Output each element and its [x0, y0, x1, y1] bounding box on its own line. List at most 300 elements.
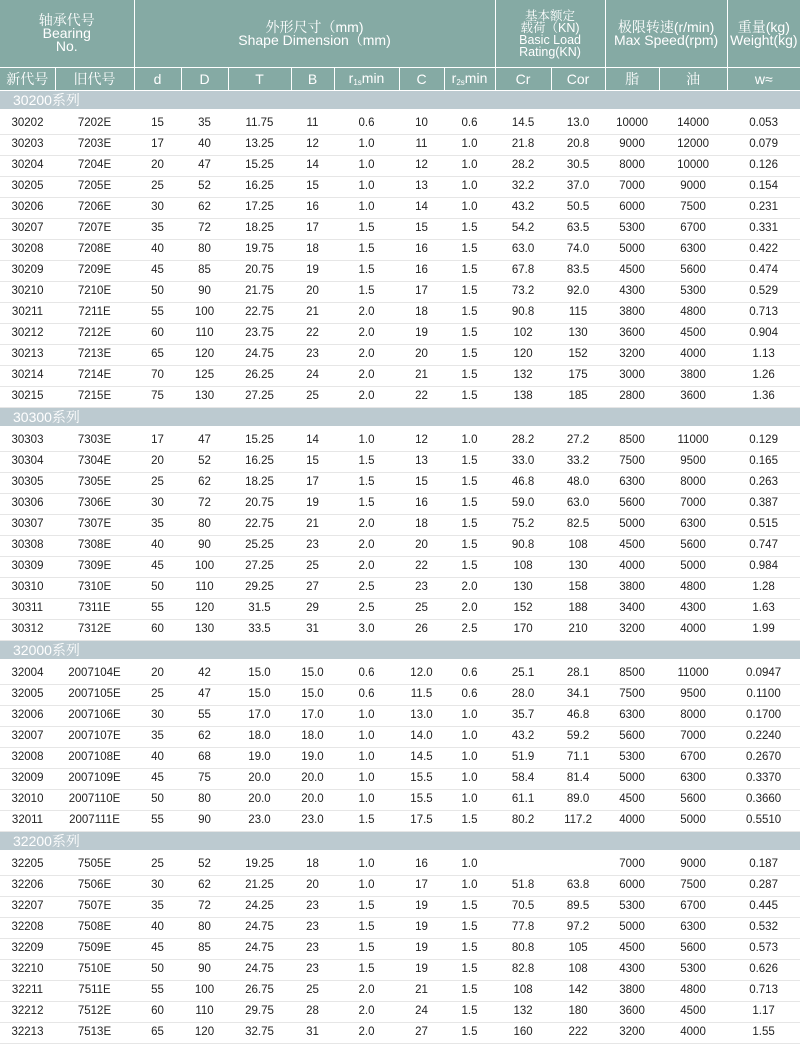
- table-cell: 2.0: [334, 981, 399, 1002]
- header-row-columns: [0, 68, 800, 91]
- table-cell: 26.75: [228, 981, 291, 1002]
- table-cell: 15: [291, 452, 334, 473]
- table-cell: 30303: [0, 431, 55, 452]
- table-cell: 1.0: [444, 769, 495, 790]
- table-cell: 7312E: [55, 620, 134, 641]
- table-row: [0, 156, 800, 177]
- table-cell: 1.5: [334, 960, 399, 981]
- table-cell: 1.63: [727, 599, 800, 620]
- table-cell: 0.231: [727, 198, 800, 219]
- table-cell: 97.2: [551, 918, 605, 939]
- table-cell: 4500: [605, 536, 659, 557]
- table-row: [0, 769, 800, 790]
- col-T: T: [228, 68, 291, 91]
- table-cell: 18.0: [291, 727, 334, 748]
- series-title: 30200系列: [0, 91, 800, 110]
- table-cell: 85: [181, 939, 228, 960]
- table-cell: 27.25: [228, 557, 291, 578]
- col-new-code: 新代号: [0, 68, 55, 91]
- table-cell: 26: [399, 620, 444, 641]
- table-cell: 22: [399, 387, 444, 408]
- table-cell: 13: [399, 177, 444, 198]
- table-cell: 25: [291, 557, 334, 578]
- table-cell: 7000: [605, 855, 659, 876]
- series-title: 32000系列: [0, 641, 800, 660]
- table-row: [0, 685, 800, 706]
- table-cell: 21.8: [495, 135, 551, 156]
- table-cell: 5000: [605, 240, 659, 261]
- table-cell: 1.5: [334, 452, 399, 473]
- table-cell: 2007107E: [55, 727, 134, 748]
- table-cell: 210: [551, 620, 605, 641]
- table-cell: 6300: [659, 769, 727, 790]
- col-r2s-min: [444, 68, 495, 91]
- table-cell: 0.573: [727, 939, 800, 960]
- table-cell: 4800: [659, 303, 727, 324]
- table-cell: 14.0: [399, 727, 444, 748]
- table-cell: 14: [399, 198, 444, 219]
- table-cell: 19.0: [228, 748, 291, 769]
- table-cell: 2.0: [334, 387, 399, 408]
- table-cell: 25: [399, 599, 444, 620]
- table-cell: 0.445: [727, 897, 800, 918]
- table-cell: 4800: [659, 981, 727, 1002]
- table-cell: 11: [291, 114, 334, 135]
- table-cell: 1.5: [334, 939, 399, 960]
- table-cell: 73.2: [495, 282, 551, 303]
- table-cell: 15.5: [399, 790, 444, 811]
- table-cell: 18.25: [228, 473, 291, 494]
- table-cell: 1.5: [444, 282, 495, 303]
- table-cell: 1.0: [444, 198, 495, 219]
- table-cell: 0.079: [727, 135, 800, 156]
- table-cell: 6700: [659, 748, 727, 769]
- table-cell: 85: [181, 261, 228, 282]
- table-cell: 15.25: [228, 431, 291, 452]
- table-cell: 2.0: [334, 515, 399, 536]
- table-cell: 60: [134, 620, 181, 641]
- table-cell: 2.0: [334, 366, 399, 387]
- table-cell: 50.5: [551, 198, 605, 219]
- table-cell: 0.126: [727, 156, 800, 177]
- table-cell: 0.515: [727, 515, 800, 536]
- table-cell: 5300: [605, 897, 659, 918]
- col-old-code: 旧代号: [55, 68, 134, 91]
- table-cell: 0.6: [444, 664, 495, 685]
- table-cell: 0.5510: [727, 811, 800, 832]
- series-group-row: [0, 91, 800, 110]
- table-cell: 62: [181, 198, 228, 219]
- table-row: [0, 855, 800, 876]
- table-cell: 63.8: [551, 876, 605, 897]
- table-cell: 2.0: [334, 345, 399, 366]
- table-body: [0, 91, 800, 1044]
- table-cell: 1.5: [334, 282, 399, 303]
- table-cell: 16: [399, 261, 444, 282]
- table-cell: 72: [181, 897, 228, 918]
- table-cell: 7303E: [55, 431, 134, 452]
- table-cell: 2.0: [334, 1023, 399, 1044]
- table-cell: 1.99: [727, 620, 800, 641]
- weight-en: Weight(kg): [730, 31, 798, 48]
- table-row: [0, 494, 800, 515]
- table-cell: 1.26: [727, 366, 800, 387]
- table-row: [0, 431, 800, 452]
- table-cell: 7509E: [55, 939, 134, 960]
- table-cell: 3000: [605, 366, 659, 387]
- table-row: [0, 960, 800, 981]
- table-cell: 4800: [659, 578, 727, 599]
- header-row-top: [0, 0, 800, 68]
- table-cell: 1.5: [444, 494, 495, 515]
- table-cell: 30: [134, 198, 181, 219]
- table-cell: 19: [399, 960, 444, 981]
- table-cell: 67.8: [495, 261, 551, 282]
- table-cell: 55: [134, 811, 181, 832]
- table-cell: 18: [291, 855, 334, 876]
- table-cell: 12: [399, 431, 444, 452]
- table-cell: 1.0: [334, 748, 399, 769]
- table-cell: 1.5: [334, 811, 399, 832]
- table-cell: 30213: [0, 345, 55, 366]
- table-cell: 11: [399, 135, 444, 156]
- load-en-1: Basic Load: [519, 32, 581, 47]
- table-cell: 1.0: [444, 706, 495, 727]
- table-cell: 89.5: [551, 897, 605, 918]
- table-cell: 32205: [0, 855, 55, 876]
- table-cell: 1.0: [334, 177, 399, 198]
- table-cell: 1.0: [444, 855, 495, 876]
- table-cell: 63.5: [551, 219, 605, 240]
- col-grease: 脂: [605, 68, 659, 91]
- table-cell: 30209: [0, 261, 55, 282]
- table-cell: 7210E: [55, 282, 134, 303]
- table-cell: 6300: [605, 473, 659, 494]
- table-cell: 12: [399, 156, 444, 177]
- table-cell: 14: [291, 156, 334, 177]
- table-cell: 40: [134, 536, 181, 557]
- load-cn-2: 载荷（KN): [520, 20, 580, 35]
- table-cell: 1.5: [444, 240, 495, 261]
- table-cell: 30210: [0, 282, 55, 303]
- table-cell: 1.0: [334, 156, 399, 177]
- table-cell: 1.5: [444, 897, 495, 918]
- table-row: [0, 599, 800, 620]
- table-cell: 4300: [605, 282, 659, 303]
- table-cell: 7204E: [55, 156, 134, 177]
- table-cell: 27: [291, 578, 334, 599]
- table-cell: 32009: [0, 769, 55, 790]
- speed-en: Max Speed(rpm): [613, 31, 719, 48]
- table-cell: 11000: [659, 431, 727, 452]
- table-cell: 5000: [659, 557, 727, 578]
- table-cell: 8000: [659, 473, 727, 494]
- table-cell: 40: [134, 918, 181, 939]
- table-cell: 4300: [659, 599, 727, 620]
- table-cell: 20: [134, 156, 181, 177]
- table-cell: 130: [551, 324, 605, 345]
- r1s-suffix: min: [361, 70, 385, 86]
- table-cell: 7510E: [55, 960, 134, 981]
- table-cell: 7512E: [55, 1002, 134, 1023]
- table-cell: 0.331: [727, 219, 800, 240]
- table-cell: 7306E: [55, 494, 134, 515]
- table-cell: 21.25: [228, 876, 291, 897]
- table-cell: 9000: [659, 177, 727, 198]
- table-cell: 20.8: [551, 135, 605, 156]
- table-cell: 15: [399, 219, 444, 240]
- table-cell: 1.5: [444, 261, 495, 282]
- table-cell: 2.0: [334, 303, 399, 324]
- weight-cn: 重量(kg): [737, 18, 790, 35]
- table-cell: 30311: [0, 599, 55, 620]
- table-cell: 120: [181, 345, 228, 366]
- table-cell: 17: [134, 135, 181, 156]
- table-cell: 45: [134, 557, 181, 578]
- table-cell: 25: [291, 981, 334, 1002]
- table-cell: 7305E: [55, 473, 134, 494]
- table-cell: 3200: [605, 345, 659, 366]
- table-cell: 28: [291, 1002, 334, 1023]
- col-oil: 油: [659, 68, 727, 91]
- table-cell: 55: [134, 303, 181, 324]
- table-cell: 1.0: [334, 769, 399, 790]
- table-cell: 4000: [659, 345, 727, 366]
- series-title: 32200系列: [0, 832, 800, 851]
- table-cell: 120: [495, 345, 551, 366]
- table-cell: 4000: [605, 811, 659, 832]
- table-cell: 46.8: [495, 473, 551, 494]
- table-cell: 45: [134, 769, 181, 790]
- table-cell: 50: [134, 790, 181, 811]
- table-cell: 19.75: [228, 240, 291, 261]
- table-cell: 1.5: [444, 366, 495, 387]
- table-cell: 30207: [0, 219, 55, 240]
- table-cell: 1.0: [444, 177, 495, 198]
- table-cell: 1.5: [334, 473, 399, 494]
- table-cell: 108: [551, 536, 605, 557]
- table-cell: 0.3370: [727, 769, 800, 790]
- table-cell: 82.5: [551, 515, 605, 536]
- table-cell: 12: [291, 135, 334, 156]
- table-cell: 0.3660: [727, 790, 800, 811]
- table-cell: 7213E: [55, 345, 134, 366]
- table-cell: 22.75: [228, 515, 291, 536]
- table-cell: 0.1700: [727, 706, 800, 727]
- table-cell: 35: [134, 897, 181, 918]
- table-cell: 15: [399, 473, 444, 494]
- table-cell: 83.5: [551, 261, 605, 282]
- table-cell: 5300: [605, 748, 659, 769]
- table-row: [0, 1002, 800, 1023]
- table-cell: 7304E: [55, 452, 134, 473]
- table-cell: 130: [181, 387, 228, 408]
- table-cell: 7500: [605, 452, 659, 473]
- table-cell: 32006: [0, 706, 55, 727]
- table-cell: 130: [495, 578, 551, 599]
- table-cell: 50: [134, 960, 181, 981]
- table-cell: 90: [181, 960, 228, 981]
- table-cell: 16.25: [228, 177, 291, 198]
- table-cell: 23.75: [228, 324, 291, 345]
- table-row: [0, 303, 800, 324]
- table-cell: 30214: [0, 366, 55, 387]
- col-D: D: [181, 68, 228, 91]
- table-cell: 1.5: [444, 1023, 495, 1044]
- table-cell: 5600: [659, 790, 727, 811]
- table-cell: 5000: [659, 811, 727, 832]
- table-cell: 32206: [0, 876, 55, 897]
- table-cell: 4000: [659, 620, 727, 641]
- table-row: [0, 536, 800, 557]
- table-cell: 30312: [0, 620, 55, 641]
- table-cell: 55: [134, 981, 181, 1002]
- table-cell: 108: [551, 960, 605, 981]
- table-cell: 80.2: [495, 811, 551, 832]
- table-cell: 7310E: [55, 578, 134, 599]
- table-cell: 20: [291, 876, 334, 897]
- table-cell: 23.0: [291, 811, 334, 832]
- table-cell: 6700: [659, 219, 727, 240]
- table-cell: 30206: [0, 198, 55, 219]
- table-cell: 0.422: [727, 240, 800, 261]
- table-cell: 105: [551, 939, 605, 960]
- table-cell: 90: [181, 282, 228, 303]
- table-cell: 80: [181, 515, 228, 536]
- table-cell: 0.165: [727, 452, 800, 473]
- table-cell: 30215: [0, 387, 55, 408]
- table-cell: 20: [134, 664, 181, 685]
- table-row: [0, 177, 800, 198]
- table-cell: 1.5: [444, 452, 495, 473]
- table-cell: 7500: [605, 685, 659, 706]
- table-cell: [551, 855, 605, 876]
- table-row: [0, 387, 800, 408]
- table-cell: 17: [134, 431, 181, 452]
- bearing-no-header: [0, 0, 134, 68]
- table-cell: 1.5: [444, 345, 495, 366]
- table-cell: 19.0: [291, 748, 334, 769]
- table-cell: 2007108E: [55, 748, 134, 769]
- table-cell: 32.75: [228, 1023, 291, 1044]
- table-cell: 17: [291, 219, 334, 240]
- table-cell: 1.5: [444, 219, 495, 240]
- table-cell: 0.387: [727, 494, 800, 515]
- table-cell: 20.75: [228, 261, 291, 282]
- table-cell: 33.0: [495, 452, 551, 473]
- table-cell: 1.5: [334, 219, 399, 240]
- table-cell: 35: [181, 114, 228, 135]
- table-row: [0, 939, 800, 960]
- table-cell: 158: [551, 578, 605, 599]
- table-cell: 50: [134, 282, 181, 303]
- table-cell: 1.0: [444, 156, 495, 177]
- table-row: [0, 114, 800, 135]
- table-cell: 188: [551, 599, 605, 620]
- table-cell: 30308: [0, 536, 55, 557]
- col-B: B: [291, 68, 334, 91]
- table-cell: 14000: [659, 114, 727, 135]
- table-cell: 21.75: [228, 282, 291, 303]
- table-cell: 0.904: [727, 324, 800, 345]
- table-cell: 43.2: [495, 727, 551, 748]
- table-cell: 7202E: [55, 114, 134, 135]
- table-cell: 8000: [605, 156, 659, 177]
- max-speed-header: [605, 0, 727, 68]
- table-cell: 16: [291, 198, 334, 219]
- table-cell: 92.0: [551, 282, 605, 303]
- table-cell: 58.4: [495, 769, 551, 790]
- table-cell: 100: [181, 557, 228, 578]
- table-cell: 1.5: [334, 918, 399, 939]
- load-cn-1: 基本额定: [525, 8, 576, 23]
- table-cell: 4000: [659, 1023, 727, 1044]
- table-cell: 9500: [659, 685, 727, 706]
- table-cell: 100: [181, 303, 228, 324]
- table-cell: 7000: [659, 727, 727, 748]
- table-cell: 32011: [0, 811, 55, 832]
- table-row: [0, 219, 800, 240]
- table-cell: 17.0: [291, 706, 334, 727]
- table-cell: 9000: [605, 135, 659, 156]
- col-cr: Cr: [495, 68, 551, 91]
- table-cell: 138: [495, 387, 551, 408]
- table-cell: 7214E: [55, 366, 134, 387]
- col-C: C: [399, 68, 444, 91]
- shape-dimension-header: [134, 0, 495, 68]
- table-cell: 7000: [605, 177, 659, 198]
- table-cell: 22: [399, 557, 444, 578]
- table-cell: 55: [181, 706, 228, 727]
- table-cell: 18: [399, 303, 444, 324]
- table-cell: 110: [181, 1002, 228, 1023]
- table-cell: 6300: [659, 515, 727, 536]
- table-cell: 37.0: [551, 177, 605, 198]
- table-cell: 35: [134, 219, 181, 240]
- table-cell: 4500: [659, 1002, 727, 1023]
- table-cell: 132: [495, 1002, 551, 1023]
- table-cell: 24.75: [228, 960, 291, 981]
- table-cell: 1.5: [444, 557, 495, 578]
- table-cell: 15: [134, 114, 181, 135]
- table-cell: 19.25: [228, 855, 291, 876]
- table-cell: 25: [134, 177, 181, 198]
- table-cell: 7500: [659, 198, 727, 219]
- table-cell: 32211: [0, 981, 55, 1002]
- table-cell: 90: [181, 536, 228, 557]
- table-cell: 60: [134, 1002, 181, 1023]
- table-cell: 19: [291, 261, 334, 282]
- table-cell: 1.0: [444, 876, 495, 897]
- table-cell: 23.0: [228, 811, 291, 832]
- table-cell: 68: [181, 748, 228, 769]
- table-row: [0, 198, 800, 219]
- table-cell: 7307E: [55, 515, 134, 536]
- table-cell: 35: [134, 515, 181, 536]
- table-cell: 17.0: [228, 706, 291, 727]
- table-cell: 1.0: [334, 135, 399, 156]
- table-cell: 30208: [0, 240, 55, 261]
- table-cell: 24: [291, 366, 334, 387]
- table-cell: 47: [181, 156, 228, 177]
- table-cell: 7207E: [55, 219, 134, 240]
- table-cell: 9000: [659, 855, 727, 876]
- table-cell: 72: [181, 494, 228, 515]
- table-cell: 2007106E: [55, 706, 134, 727]
- table-cell: 4300: [605, 960, 659, 981]
- table-cell: 17.5: [399, 811, 444, 832]
- table-cell: 1.5: [444, 981, 495, 1002]
